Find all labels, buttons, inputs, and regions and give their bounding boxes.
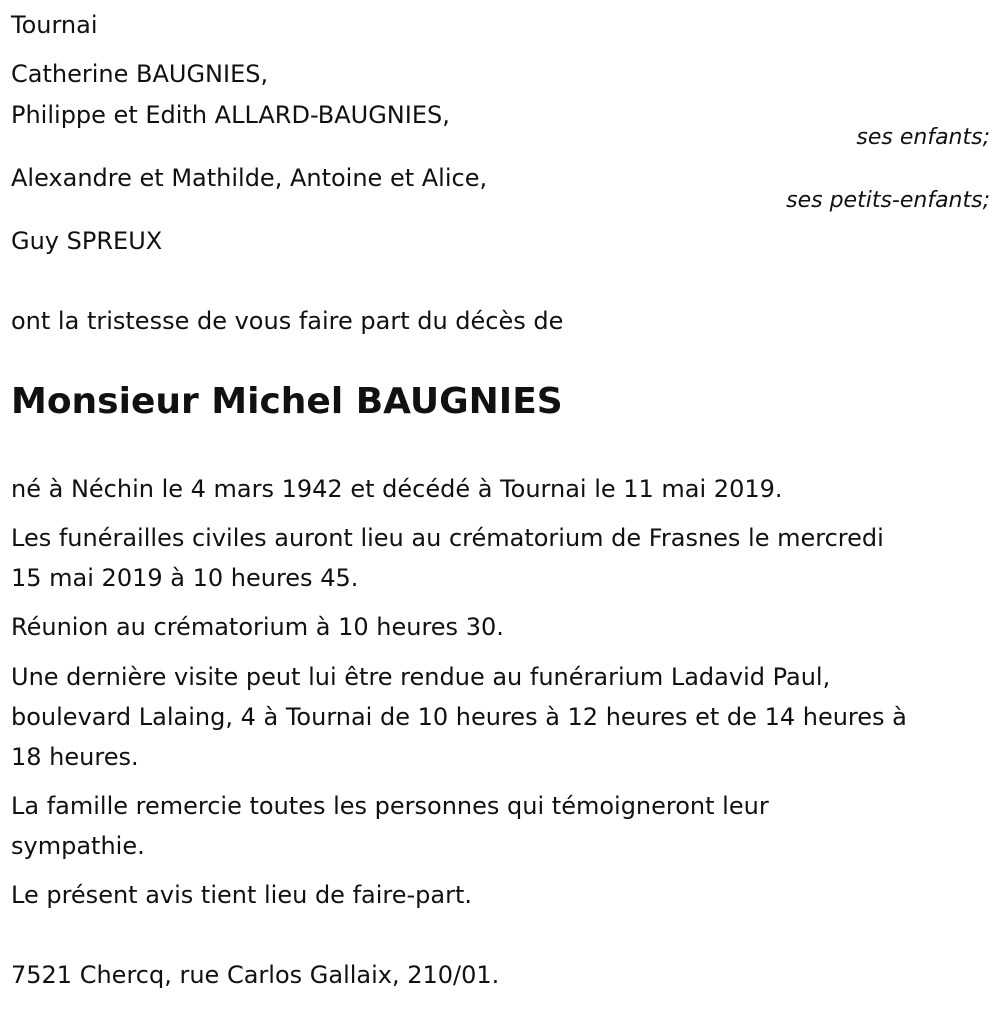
announcement-line: ont la tristesse de vous faire part du décès de: [11, 307, 564, 335]
meeting-line: Réunion au crématorium à 10 heures 30.: [11, 613, 504, 641]
children-line-2: Philippe et Edith ALLARD-BAUGNIES,: [11, 101, 450, 129]
funeral-line-1: Les funérailles civiles auront lieu au crématorium de Frasnes le mercredi: [11, 524, 884, 552]
address-line: 7521 Chercq, rue Carlos Gallaix, 210/01.: [11, 961, 500, 989]
partner-line: Guy SPREUX: [11, 227, 163, 255]
birth-death-line: né à Néchin le 4 mars 1942 et décédé à Tournai le 11 mai 2019.: [11, 475, 783, 503]
thanks-line-2: sympathie.: [11, 832, 145, 860]
thanks-line-1: La famille remercie toutes les personnes qui témoigneront leur: [11, 792, 769, 820]
faire-part-line: Le présent avis tient lieu de faire-part.: [11, 881, 473, 909]
grandchildren-role-label: ses petits-enfants;: [786, 188, 990, 213]
visit-line-3: 18 heures.: [11, 743, 139, 771]
city-line: Tournai: [11, 11, 98, 39]
visit-line-1: Une dernière visite peut lui être rendue au funérarium Ladavid Paul,: [11, 663, 831, 691]
visit-line-2: boulevard Lalaing, 4 à Tournai de 10 heures à 12 heures et de 14 heures à: [11, 703, 907, 731]
children-line-1: Catherine BAUGNIES,: [11, 60, 269, 88]
funeral-line-2: 15 mai 2019 à 10 heures 45.: [11, 564, 359, 592]
grandchildren-line: Alexandre et Mathilde, Antoine et Alice,: [11, 164, 488, 192]
children-role-label: ses enfants;: [856, 125, 990, 150]
deceased-name-title: Monsieur Michel BAUGNIES: [11, 381, 563, 422]
